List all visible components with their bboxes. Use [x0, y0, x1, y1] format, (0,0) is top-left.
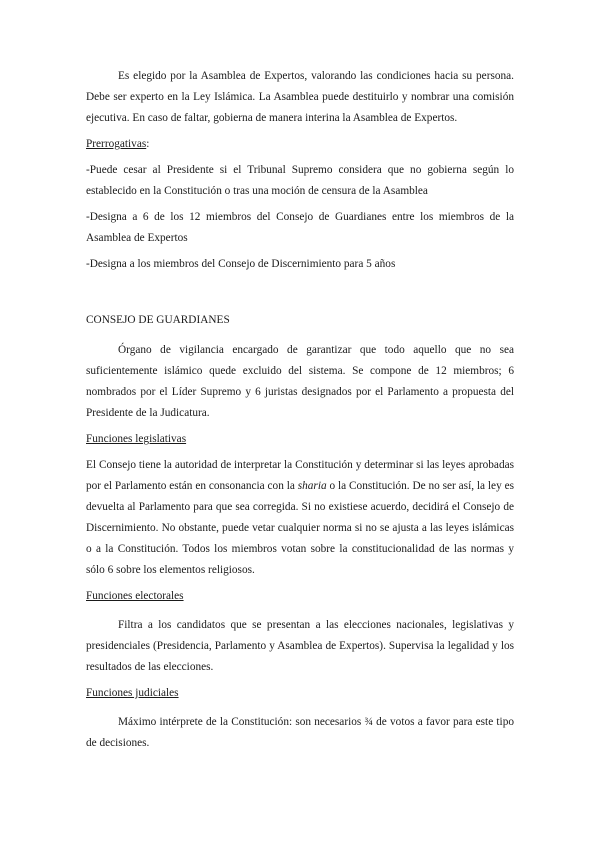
funciones-judiciales-paragraph: Máximo intérprete de la Constitución: son necesarios ¾ de votos a favor para este tipo de decisiones.: [86, 716, 514, 749]
funciones-electorales-paragraph: Filtra a los candidatos que se presentan a las elecciones nacionales, legislativas y presidenciales (Presidencia, Parlamento y Asamblea de Expertos). Supervisa la legalidad y los resultados de las elecciones.: [86, 619, 514, 673]
bullet-item-designa-discernimiento: -Designa a los miembros del Consejo de Discernimiento para 5 años: [86, 258, 396, 270]
bullet-item-designa-guardianes: -Designa a 6 de los 12 miembros del Consejo de Guardianes entre los miembros de la Asamblea de Expertos: [86, 211, 514, 244]
consejo-intro-paragraph: Órgano de vigilancia encargado de garantizar que todo aquello que no sea suficientemente islámico quede excluido del sistema. Se compone de 12 miembros; 6 nombrados por el Líder Supremo y 6 juristas designados por el Parlamento a propuesta del Presidente de la Judicatura.: [86, 344, 514, 419]
funciones-legislativas-heading: Funciones legislativas: [86, 433, 187, 445]
legislativas-text-before: El Consejo tiene la autoridad de interpretar la Constitución y determinar si las leyes aprobadas por el Parlamento están en consonancia con la: [86, 459, 514, 492]
section-title: CONSEJO DE GUARDIANES: [86, 314, 230, 326]
legislativas-text-after: o la Constitución. De no ser así, la ley es devuelta al Parlamento para que sea corregida. Si no existiese acuerdo, decidirá el Consejo de Discernimiento. No obstante, puede vetar cualquier norma si no se ajusta a las leyes islámicas o a la Constitución. Todos los miembros votan sobre la constitucionalidad de las normas y sólo 6 sobre los elementos religiosos.: [86, 480, 514, 576]
prerrogativas-label: Prerrogativas: [86, 138, 147, 150]
bullet-item-cesar: -Puede cesar al Presidente si el Tribunal Supremo considera que no gobierna según lo establecido en la Constitución o tras una moción de censura de la Asamblea: [86, 164, 514, 197]
funciones-electorales-heading: Funciones electorales: [86, 590, 184, 602]
prerrogativas-label-line: [86, 134, 514, 155]
funciones-judiciales-heading: Funciones judiciales: [86, 687, 179, 699]
intro-paragraph: Es elegido por la Asamblea de Expertos, valorando las condiciones hacia su persona. Debe ser experto en la Ley Islámica. La Asamblea puede destituirlo y nombrar una comisión ejecutiva. En caso de faltar, gobierna de manera interina la Asamblea de Expertos.: [86, 70, 514, 124]
sharia-term: sharia: [297, 480, 327, 492]
prerrogativas-colon: :: [146, 138, 150, 150]
funciones-legislativas-paragraph: [86, 455, 514, 581]
